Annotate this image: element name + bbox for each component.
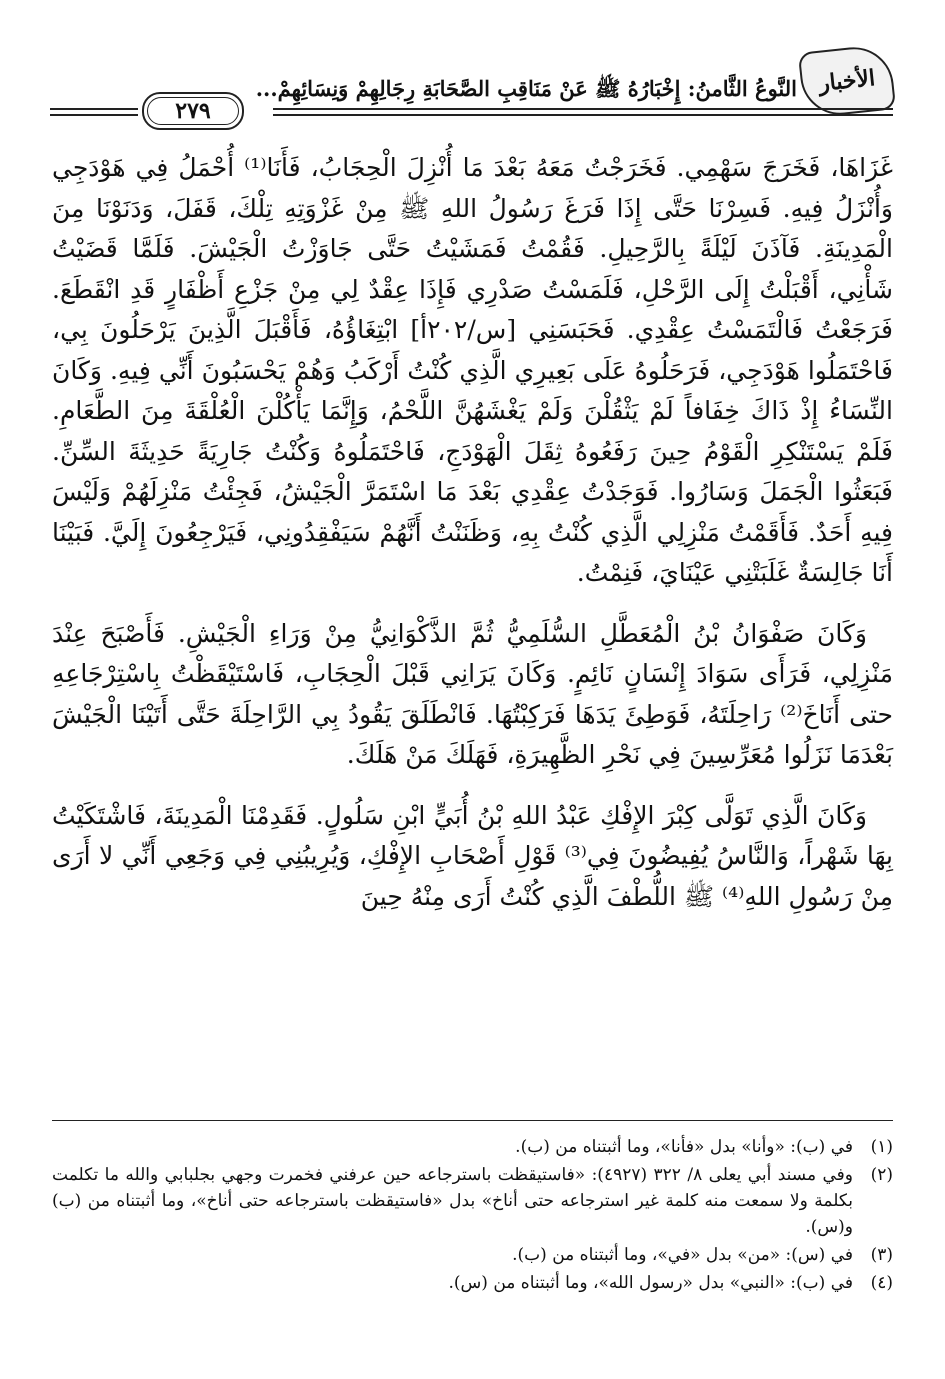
paragraph: وَكَانَ الَّذِي تَوَلَّى كِبْرَ الإِفْكِ عَبْدُ اللهِ بْنُ أُبَيٍّ ابْنِ سَلُولٍ. فَقَدِمْنَا الْمَدِينَةَ، فَاشْتَكَيْتُ بِهَا شَهْراً، وَالنَّاسُ يُفِيضُونَ فِي⁽³⁾ قَوْلِ أَصْحَابِ الإِفْكِ، وَيُرِيبُنِي فِي وَجَعِي أَنِّي لا أَرَى مِنْ رَسُولِ اللهِ⁽⁴⁾ ﷺ اللُّطْفَ الَّذِي كُنْتُ أَرَى مِنْهُ حِينَ xyxy=(52,800,893,911)
footnotes xyxy=(52,1134,893,1298)
footnote xyxy=(52,1134,893,1160)
footnote-number: (٢) xyxy=(870,1165,893,1185)
page-number: ٢٧٩ xyxy=(175,98,211,124)
header-rule xyxy=(273,108,893,110)
section-badge-label: الأخبار xyxy=(817,65,877,97)
footnote-text: في (ب): «وأنا» بدل «فأنا»، وما أثبتناه من (ب). xyxy=(515,1137,853,1157)
running-title: النَّوعُ الثَّامنُ: إِخْبَارُهُ ﷺ عَنْ مَنَاقِبِ الصَّحَابَةِ رِجَالِهِمْ وَنِسَائِهِمْ... xyxy=(255,76,797,101)
footnote-text: في (س): «من» بدل «في»، وما أثبتناه من (ب). xyxy=(512,1245,853,1265)
header-rule xyxy=(50,114,138,116)
main-text xyxy=(52,148,893,937)
footnote-number: (١) xyxy=(870,1137,893,1157)
footnote xyxy=(52,1162,893,1240)
footnote xyxy=(52,1270,893,1296)
page-number-frame xyxy=(142,92,244,130)
footnote-text: في (ب): «النبي» بدل «رسول الله»، وما أثبتناه من (س). xyxy=(448,1273,853,1293)
header-rule xyxy=(50,108,138,110)
footnote xyxy=(52,1242,893,1268)
page-header xyxy=(50,42,893,134)
footnote-text: وفي مسند أبي يعلى ٨/ ٣٢٢ (٤٩٢٧): «فاستيقظت باسترجاعه حين عرفني فخمرت وجهي بجلبابي والله ما تكلمت بكلمة ولا سمعت منه كلمة غير استرجاعه حتى أناخ» بدل «فاستيقظت باسترجاعه حتى أناخ»، وما أثبتناه من (ب) و(س). xyxy=(52,1165,853,1237)
paragraph: غَزَاهَا، فَخَرَجَ سَهْمِي. فَخَرَجْتُ مَعَهُ بَعْدَ مَا أُنْزِلَ الْحِجَابُ، فَأَنَا⁽¹⁾ أُحْمَلُ فِي هَوْدَجِي وَأُنْزَلُ فِيهِ. فَسِرْنَا حَتَّى إِذَا فَرَغَ رَسُولُ اللهِ ﷺ مِنْ غَزْوَتِهِ تِلْكَ، قَفَلَ، وَدَنَوْنَا مِنَ الْمَدِينَةِ. فَآذَنَ لَيْلَةً بِالرَّحِيلِ. فَقُمْتُ فَمَشَيْتُ حَتَّى جَاوَزْتُ الْجَيْشَ. فَلَمَّا قَضَيْتُ شَأْنِي، أَقْبَلْتُ إِلَى الرَّحْلِ، فَلَمَسْتُ صَدْرِي فَإِذَا عِقْدٌ لِي مِنْ جَزْعِ أَظْفَارٍ قَدِ انْقَطَعَ. فَرَجَعْتُ فَالْتَمَسْتُ عِقْدِي. فَحَبَسَنِي [س/٢٠٢أ] ابْتِغَاؤُهُ، فَأَقْبَلَ الَّذِينَ يَرْحَلُونَ بِي، فَاحْتَمَلُوا هَوْدَجِي، فَرَحَلُوهُ عَلَى بَعِيرِي الَّذِي كُنْتُ أَرْكَبُ وَهُمْ يَحْسَبُونَ أَنِّي فِيهِ. وَكَانَ النِّسَاءُ إِذْ ذَاكَ خِفَافاً لَمْ يَثْقُلْنَ وَلَمْ يَغْشَهُنَّ اللَّحْمُ، وَإِنَّمَا يَأْكُلْنَ الْعُلْقَةَ مِنَ الطَّعَامِ. فَلَمْ يَسْتَنْكِرِ الْقَوْمُ حِينَ رَفَعُوهُ ثِقَلَ الْهَوْدَجِ، فَاحْتَمَلُوهُ وَكُنْتُ جَارِيَةً حَدِيثَةَ السِّنِّ. فَبَعَثُوا الْجَمَلَ وَسَارُوا. فَوَجَدْتُ عِقْدِي بَعْدَ مَا اسْتَمَرَّ الْجَيْشُ، فَجِئْتُ مَنْزِلَهُمْ وَلَيْسَ فِيهِ أَحَدٌ. فَأَقَمْتُ مَنْزِلِي الَّذِي كُنْتُ بِهِ، وَظَنَنْتُ أَنَّهُمْ سَيَفْقِدُونِي، فَيَرْجِعُونَ إِلَيَّ. فَبَيْنَا أَنَا جَالِسَةٌ غَلَبَتْنِي عَيْنَايَ، فَنِمْتُ. xyxy=(52,153,893,587)
footnote-number: (٣) xyxy=(870,1245,893,1265)
footnote-number: (٤) xyxy=(870,1273,893,1293)
paragraph: وَكَانَ صَفْوَانُ بْنُ الْمُعَطَّلِ السُّلَمِيُّ ثُمَّ الذَّكْوَانِيُّ مِنْ وَرَاءِ الْجَيْشِ. فَأَصْبَحَ عِنْدَ مَنْزِلِي، فَرَأَى سَوَادَ إِنْسَانٍ نَائِمٍ. وَكَانَ يَرَانِي قَبْلَ الْحِجَابِ، فَاسْتَيْقَظْتُ بِاسْتِرْجَاعِهِ حتى أَنَاخَ⁽²⁾ رَاحِلَتَهُ، فَوَطِئَ يَدَهَا فَرَكِبْتُهَا. فَانْطَلَقَ يَقُودُ بِي الرَّاحِلَةَ حَتَّى أَتَيْنَا الْجَيْشَ بَعْدَمَا نَزَلُوا مُعَرِّسِينَ فِي نَحْرِ الظَّهِيرَةِ، فَهَلَكَ مَنْ هَلَكَ. xyxy=(52,618,893,769)
footnote-separator xyxy=(52,1120,893,1121)
header-rule xyxy=(273,114,893,116)
